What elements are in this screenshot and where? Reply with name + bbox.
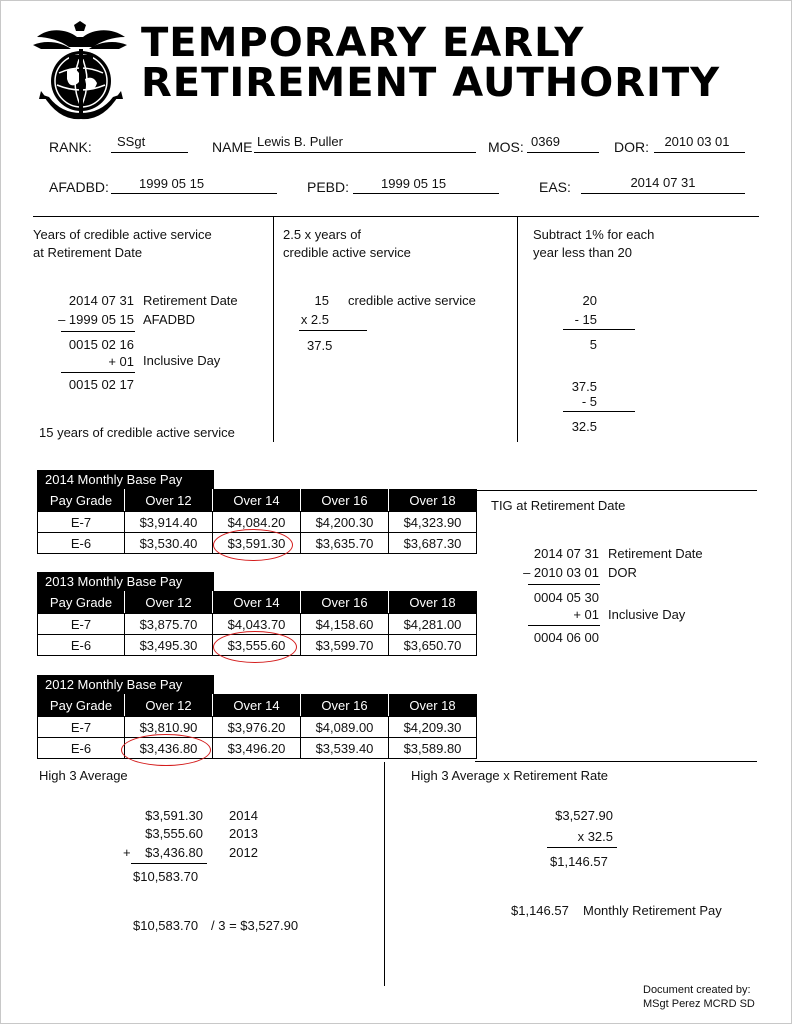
dor-label: DOR: [614,139,649,155]
rate-final-value: $1,146.57 [511,903,569,918]
title-line-1: TEMPORARY EARLY [141,20,585,66]
high3-y3: 2012 [229,845,258,860]
pebd-value: 1999 05 15 [381,176,447,191]
mos-value: 0369 [531,134,560,149]
header-over-14: Over 14 [213,695,301,717]
high3-plus: + [123,845,131,860]
eas-label: EAS: [539,179,571,195]
multiplier-heading-1: 2.5 x years of [283,227,362,242]
name-value: Lewis B. Puller [257,134,343,149]
table-cell: $4,043.70 [213,614,301,635]
table-cell: $3,495.30 [125,635,213,656]
table-cell: $4,200.30 [301,512,389,533]
table-cell: E-6 [38,635,125,656]
tig-ret-date: 2014 07 31 [533,546,599,561]
footer-line-1: Document created by: [643,984,751,996]
tig-ret-date-label: Retirement Date [608,546,703,561]
service-inclusive: + 01 [108,354,134,369]
high3-sum: $10,583.70 [133,869,199,884]
table-row [38,738,477,759]
table-cell: E-7 [38,614,125,635]
table-cell: $4,158.60 [301,614,389,635]
tig-diff: 0004 05 30 [533,590,599,605]
service-total: 0015 02 17 [68,377,134,392]
table-cell: $4,281.00 [389,614,477,635]
service-heading-1: Years of credible active service [33,227,212,242]
tig-inclusive: + 01 [573,607,599,622]
multiplier-factor: x 2.5 [300,312,329,327]
table-row [38,717,477,738]
table-cell: $4,084.20 [213,512,301,533]
table-cell: $3,687.30 [389,533,477,554]
subtract-a: 20 [582,293,597,308]
eagle-globe-anchor-emblem [29,15,131,125]
table-cell: E-7 [38,512,125,533]
header-pay-grade: Pay Grade [38,695,125,717]
service-afadbd-label: AFADBD [143,312,196,327]
subtract-heading-1: Subtract 1% for each [533,227,655,242]
table-cell: $3,555.60 [213,635,301,656]
table-cell: $4,089.00 [301,717,389,738]
table-cell: $3,650.70 [389,635,477,656]
dor-value: 2010 03 01 [664,134,730,149]
table-cell: $3,530.40 [125,533,213,554]
pebd-label: PEBD: [307,179,350,195]
rate-final-label: Monthly Retirement Pay [583,903,722,918]
high3-v2: $3,555.60 [145,826,203,841]
table-cell: $3,539.40 [301,738,389,759]
table-cell: $4,323.90 [389,512,477,533]
table-cell: $3,976.20 [213,717,301,738]
eas-value: 2014 07 31 [630,175,696,190]
service-ret-date: 2014 07 31 [68,293,134,308]
table-cell: E-6 [38,738,125,759]
header-over-14: Over 14 [213,490,301,512]
high3-heading: High 3 Average [39,768,128,783]
multiplier-heading-2: credible active service [283,245,411,260]
header-pay-grade: Pay Grade [38,592,125,614]
table-cell: $3,436.80 [125,738,213,759]
afadbd-label: AFADBD: [49,179,109,195]
high3-y2: 2013 [229,826,258,841]
service-inclusive-label: Inclusive Day [143,353,221,368]
tig-dor-label: DOR [608,565,637,580]
header-over-16: Over 16 [301,695,389,717]
header-pay-grade: Pay Grade [38,490,125,512]
rate-c: $1,146.57 [550,854,608,869]
footer-line-2: MSgt Perez MCRD SD [643,998,755,1010]
multiplier-years: 15 [314,293,329,308]
high3-v3: $3,436.80 [145,845,203,860]
table-cell: $3,810.90 [125,717,213,738]
subtract-e: - 5 [581,394,597,409]
table-cell: $3,589.80 [389,738,477,759]
service-afadbd: – 1999 05 15 [58,312,134,327]
tig-inclusive-label: Inclusive Day [608,607,686,622]
header-over-16: Over 16 [301,490,389,512]
subtract-d: 37.5 [571,379,597,394]
rate-b: x 32.5 [577,829,613,844]
rank-value: SSgt [117,134,146,149]
rate-heading: High 3 Average x Retirement Rate [411,768,609,783]
service-diff: 0015 02 16 [68,337,134,352]
pay-table-2014-title: 2014 Monthly Base Pay [37,470,214,489]
highlight-circle-2012 [121,734,211,766]
table-cell: $3,599.70 [301,635,389,656]
multiplier-years-label: credible active service [348,293,476,308]
service-heading-2: at Retirement Date [33,245,143,260]
high3-v1: $3,591.30 [145,808,203,823]
header-over-18: Over 18 [389,490,477,512]
subtract-b: - 15 [574,312,597,327]
table-cell: E-7 [38,717,125,738]
pay-table-2013-title: 2013 Monthly Base Pay [37,572,214,591]
table-cell: E-6 [38,533,125,554]
multiplier-result: 37.5 [307,338,333,353]
tig-heading: TIG at Retirement Date [491,498,626,513]
pay-table-2012 [37,694,477,759]
service-summary: 15 years of credible active service [39,425,235,440]
tig-total: 0004 06 00 [533,630,599,645]
high3-avg-right: / 3 = $3,527.90 [211,918,299,933]
header-over-16: Over 16 [301,592,389,614]
table-cell: $3,591.30 [213,533,301,554]
header-over-14: Over 14 [213,592,301,614]
name-label: NAME [212,139,253,155]
subtract-c: 5 [589,337,597,352]
highlight-circle-2014 [213,529,293,561]
table-cell: $3,875.70 [125,614,213,635]
high3-avg-left: $10,583.70 [133,918,199,933]
mos-label: MOS: [488,139,524,155]
title-line-2: RETIREMENT AUTHORITY [141,60,721,106]
table-cell: $4,209.30 [389,717,477,738]
afadbd-value: 1999 05 15 [139,176,205,191]
high3-y1: 2014 [229,808,258,823]
header-over-12: Over 12 [125,592,213,614]
highlight-circle-2013 [213,631,297,663]
table-cell: $3,914.40 [125,512,213,533]
header-over-12: Over 12 [125,695,213,717]
rate-a: $3,527.90 [555,808,613,823]
rank-label: RANK: [49,139,92,155]
header-over-18: Over 18 [389,592,477,614]
header-over-18: Over 18 [389,695,477,717]
tig-dor: – 2010 03 01 [523,565,599,580]
service-ret-date-label: Retirement Date [143,293,238,308]
table-cell: $3,635.70 [301,533,389,554]
pay-table-2012-title: 2012 Monthly Base Pay [37,675,214,694]
subtract-heading-2: year less than 20 [533,245,633,260]
header-over-12: Over 12 [125,490,213,512]
table-cell: $3,496.20 [213,738,301,759]
subtract-f: 32.5 [571,419,597,434]
